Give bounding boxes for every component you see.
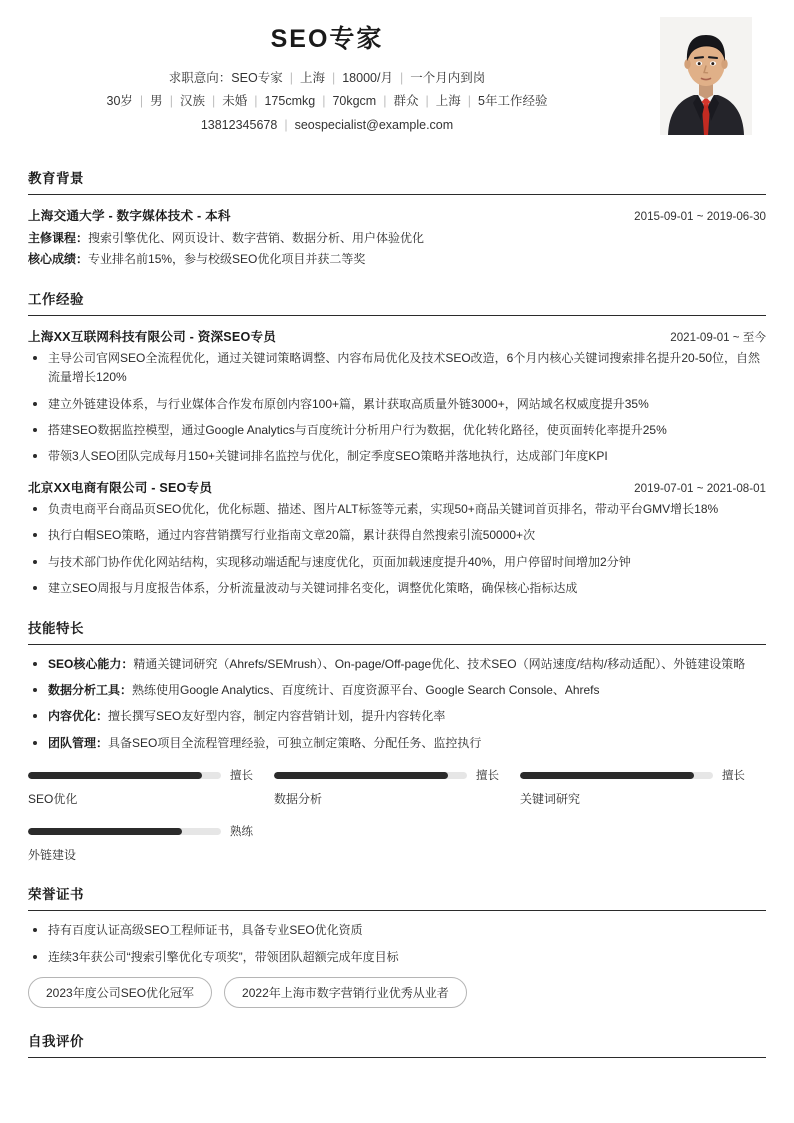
colon-glyph: ： [96, 735, 109, 750]
list-item: 主导公司官网SEO全流程优化，通过关键词策略调整、内容布局优化及技术SEO改造，6个月内核心关键词搜索排名提升20-50位，自然流量增长120% [28, 349, 766, 388]
list-item [28, 655, 766, 674]
skill-bar-row [520, 767, 748, 783]
divider-icon: | [289, 71, 293, 86]
skill-bar-name: SEO优化 [28, 792, 78, 807]
divider-icon: | [331, 71, 336, 86]
list-item [28, 707, 766, 726]
contact-phone[interactable]: 13812345678 [200, 117, 278, 132]
skill-bar-level: 擅长 [230, 770, 253, 783]
section-divider [28, 315, 766, 316]
personal-location: 上海 [435, 94, 461, 109]
education-grades-value: 专业排名前15%，参与校级SEO优化项目并获二等奖 [88, 251, 366, 266]
skill-bar-fill [520, 772, 694, 779]
personal-political-status: 群众 [393, 94, 419, 109]
skill-bar-fill [274, 772, 448, 779]
skill-bar-row [28, 767, 256, 783]
education-date: 2015-09-01 ~ 2019-06-30 [634, 209, 766, 223]
skill-label: 内容优化 [48, 709, 97, 724]
personal-height: 175cmkg [264, 94, 316, 109]
section-divider [28, 644, 766, 645]
skill-bar-name: 数据分析 [273, 792, 322, 807]
section-divider [28, 1057, 766, 1058]
section-honors [0, 883, 794, 1008]
list-item: 建立SEO周报与月度报告体系，分析流量波动与关键词排名变化，调整优化策略，确保核心指标达成 [28, 579, 766, 598]
personal-gender: 男 [150, 94, 163, 109]
avatar-photo-icon [660, 17, 752, 135]
divider-icon: | [284, 117, 288, 132]
list-item: 与技术部门协作优化网站结构，实现移动端适配与速度优化，页面加载速度提升40%，用户停留时间增加2分钟 [28, 553, 766, 572]
skill-bar-level: 擅长 [475, 770, 499, 783]
avatar [660, 17, 752, 135]
work-bullet-list [28, 349, 766, 467]
skill-bar-row [274, 767, 502, 783]
list-item [28, 681, 766, 700]
list-item: 搭建SEO数据监控模型，通过Google Analytics与百度统计分析用户行为数据，优化转化路径，使页面转化率提升25% [28, 421, 766, 440]
work-entry-head [28, 326, 766, 345]
education-courses-value: 搜索引擎优化、网页设计、数字营销、数据分析、用户体验优化 [88, 230, 425, 245]
work-title: 上海XX互联网科技有限公司 - 资深SEO专员 [28, 329, 277, 344]
personal-marital-status: 未婚 [222, 94, 248, 109]
skill-bar-track [28, 828, 221, 835]
education-entry-head [28, 205, 766, 224]
skill-label: SEO核心能力 [48, 656, 122, 671]
honor-tag-group [28, 977, 766, 1008]
skill-bar-level: 擅长 [721, 770, 745, 783]
section-title-honors: 荣誉证书 [28, 887, 84, 903]
work-bullet-list [28, 500, 766, 599]
skill-bar-item [274, 767, 520, 807]
skill-bar-name: 外链建设 [28, 848, 77, 863]
colon-glyph: ： [120, 683, 133, 697]
header-text-block [28, 24, 766, 134]
list-item: 执行白帽SEO策略，通过内容营销撰写行业指南文章20篇，累计获得自然搜索引流50000+次 [28, 526, 766, 545]
skills-bullet-list [28, 655, 766, 754]
list-item: 连续3年获公司“搜索引擎优化专项奖”，带领团队超额完成年度目标 [28, 948, 766, 967]
divider-icon: | [169, 94, 173, 109]
job-intent-line [28, 69, 626, 87]
section-self-evaluation [0, 1030, 794, 1058]
list-item: 带领3人SEO团队完成每月150+关键词排名监控与优化，制定季度SEO策略并落地执行，达成部门年度KPI [28, 447, 766, 466]
divider-icon: | [425, 94, 429, 109]
personal-ethnicity: 汉族 [179, 94, 205, 109]
skill-value: 精通关键词研究（Ahrefs/SEMrush）、On-page/Off-page优化、技术SEO（网站速度/结构/移动适配）、外链建设策略 [133, 656, 746, 671]
divider-icon: | [211, 94, 216, 109]
divider-icon: | [383, 94, 387, 109]
divider-icon: | [399, 71, 404, 86]
section-education [0, 167, 794, 270]
work-entry-head [28, 477, 766, 496]
education-courses-label: 主修课程 [28, 230, 77, 245]
skill-value: 熟练使用Google Analytics、百度统计、百度资源平台、Google Search Console、Ahrefs [132, 683, 600, 697]
divider-icon: | [139, 94, 144, 109]
personal-age: 30岁 [106, 94, 133, 109]
education-courses [28, 228, 766, 249]
section-work-experience [0, 288, 794, 599]
skill-bar-level: 熟练 [230, 826, 253, 839]
section-title-skills: 技能特长 [28, 620, 84, 636]
work-entry [28, 326, 766, 467]
contact-line [28, 116, 626, 134]
work-entry [28, 477, 766, 599]
work-date: 2021-09-01 ~ 至今 [670, 330, 766, 344]
work-date: 2019-07-01 ~ 2021-08-01 [634, 481, 766, 495]
colon-glyph: ： [76, 251, 89, 266]
skill-bar-track [520, 772, 713, 779]
contact-email[interactable]: seospecialist@example.com [294, 117, 454, 132]
skill-label: 数据分析工具 [48, 683, 121, 697]
page-title: SEO专家 [270, 25, 384, 53]
section-skills [0, 617, 794, 880]
divider-icon: | [322, 94, 326, 109]
skill-value: 具备SEO项目全流程管理经验，可独立制定策略、分配任务、监控执行 [108, 735, 482, 750]
personal-weight: 70kgcm [332, 94, 377, 109]
work-title: 北京XX电商有限公司 - SEO专员 [28, 480, 213, 495]
skill-bar-row [28, 823, 256, 839]
resume-header [0, 0, 794, 153]
section-title-education: 教育背景 [28, 170, 84, 186]
skill-bar-fill [28, 772, 202, 779]
section-divider [28, 194, 766, 195]
list-item [28, 734, 766, 753]
list-item: 负责电商平台商品页SEO优化，优化标题、描述、图片ALT标签等元素，实现50+商品关键词首页排名，带动平台GMV增长18% [28, 500, 766, 519]
education-grades-label: 核心成绩 [28, 251, 77, 266]
section-divider [28, 910, 766, 911]
honors-bullet-list [28, 921, 766, 967]
divider-icon: | [254, 94, 258, 109]
education-grades [28, 249, 766, 270]
skill-bar-track [28, 772, 221, 779]
job-intent-position: SEO专家 [231, 71, 283, 86]
section-title-work-experience: 工作经验 [28, 291, 84, 307]
skill-value: 擅长撰写SEO友好型内容，制定内容营销计划，提升内容转化率 [108, 709, 446, 724]
section-title-self-evaluation: 自我评价 [28, 1034, 84, 1050]
honor-tag[interactable]: 2023年度公司SEO优化冠军 [28, 977, 212, 1008]
divider-icon: | [467, 94, 472, 109]
education-entry [28, 205, 766, 270]
personal-info-line [28, 92, 626, 110]
list-item: 持有百度认证高级SEO工程师证书，具备专业SEO优化资质 [28, 921, 766, 940]
education-title: 上海交通大学 - 数字媒体技术 - 本科 [28, 208, 231, 223]
skill-label: 团队管理 [48, 735, 97, 750]
skill-bar-item [28, 823, 274, 863]
job-intent-salary: 18000/月 [342, 71, 393, 86]
honor-tag[interactable]: 2022年上海市数字营销行业优秀从业者 [224, 977, 467, 1008]
personal-experience: 5年工作经验 [478, 94, 548, 109]
colon-glyph: ： [121, 656, 134, 671]
job-intent-city: 上海 [299, 71, 325, 86]
colon-glyph: ： [96, 709, 109, 724]
skill-bar-name: 关键词研究 [519, 792, 580, 807]
skill-bar-fill [28, 828, 182, 835]
skill-bar-group [28, 767, 766, 879]
skill-bar-item [520, 767, 766, 807]
list-item: 建立外链建设体系，与行业媒体合作发布原创内容100+篇，累计获取高质量外链3000+，网站域名权威度提升35% [28, 395, 766, 414]
job-intent-availability: 一个月内到岗 [410, 71, 486, 86]
skill-bar-track [274, 772, 467, 779]
skill-bar-item [28, 767, 274, 807]
colon-glyph: ： [76, 230, 89, 245]
job-intent-label: 求职意向： [168, 71, 232, 86]
